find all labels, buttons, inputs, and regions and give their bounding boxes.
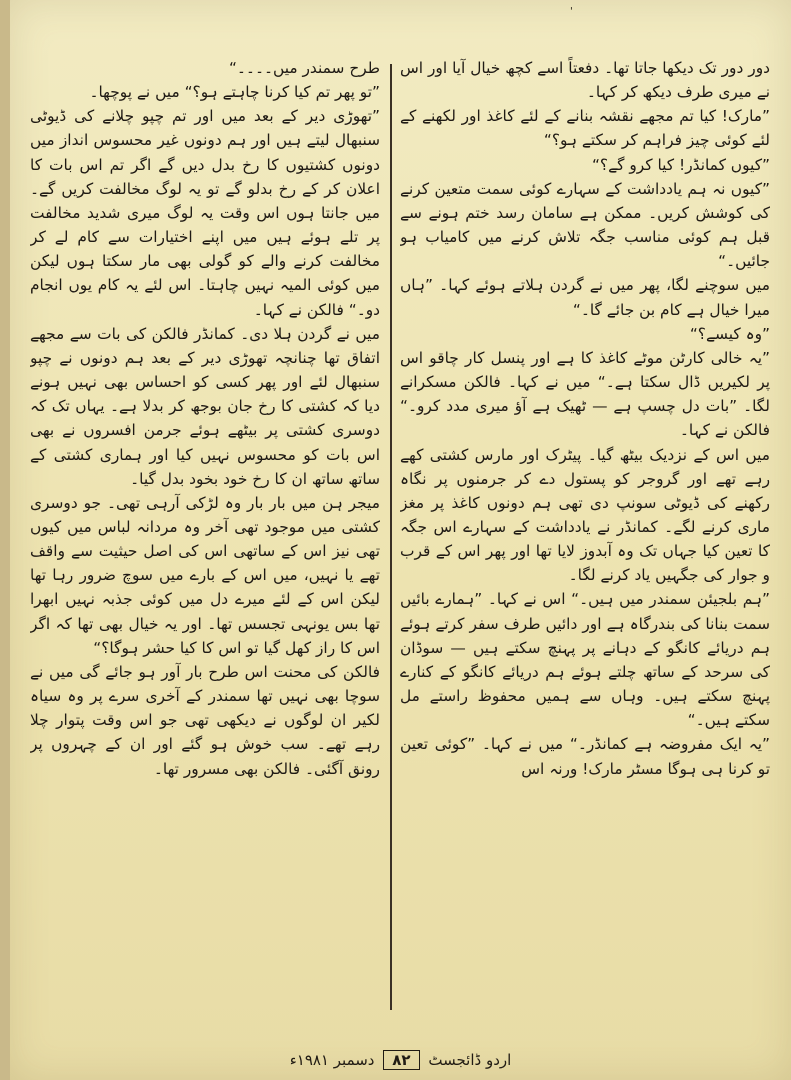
- paragraph: فالکن کی محنت اس طرح بار آور ہو جائے گی میں نے سوچا بھی نہیں تھا سمندر کے آخری سرے پر وہ سیاہ لکیر ان لوگوں نے دیکھی تھی جو اس وقت پتوار چلا رہے تھے۔ سب خوش ہو گئے اور ان کے چہروں پر رونق آگئی۔ فالکن بھی مسرور تھا۔: [30, 662, 380, 778]
- paragraph: ”تھوڑی دیر کے بعد میں اور تم چپو چلانے کی ڈیوٹی سنبھال لیتے ہیں اور ہم دونوں غیر محسوس انداز میں دونوں کشتیوں کا رخ بدل دیں گے اگر تم اس بات کا اعلان کر کے رخ بدلو گے تو یہ لوگ مخالفت کریں گے۔ میں جانتا ہوں اس وقت یہ لوگ میری شدید مخالفت پر تلے ہوئے ہیں میں اپنے اختیارات سے کام لے کر مخالفت کرنے والے کو گولی بھی مار سکتا ہوں لیکن میں کوئی المیہ نہیں چاہتا۔ اس لئے یہ کام یوں انجام دو۔“ فالکن نے کہا۔: [30, 107, 380, 319]
- paragraph: ”کیوں کمانڈر! کیا کرو گے؟“: [591, 155, 770, 174]
- paragraph: ”یہ ایک مفروضہ ہے کمانڈر۔“ میں نے کہا۔ ”کوئی تعین تو کرنا ہی ہوگا مسٹر مارک! ورنہ اس: [400, 735, 770, 778]
- page-footer: [10, 1050, 791, 1070]
- issue-date: دسمبر ۱۹۸۱ء: [289, 1051, 375, 1069]
- paragraph: ”وہ کیسے؟“: [689, 324, 770, 343]
- paragraph: میں اس کے نزدیک بیٹھ گیا۔ پیٹرک اور مارس کشتی کھے رہے تھے اور گروجر کو پستول دے کر جرمنوں پر نگاہ رکھنے کی ڈیوٹی سونپ دی تھی ہم دونوں کاغذ پر مغز ماری کرنے لگے۔ کمانڈر نے یادداشت کے سہارے اس جگہ کا تعین کیا جہاں تک وہ آبدوز لایا تھا اور پھر اس کے قرب و جوار کی جگہیں یاد کرنے لگا۔: [400, 445, 770, 585]
- paragraph: ”مارک! کیا تم مجھے نقشہ بنانے کے لئے کاغذ اور لکھنے کے لئے کوئی چیز فراہم کر سکتے ہو؟“: [400, 107, 770, 150]
- paragraph: ”ہم بلجیئن سمندر میں ہیں۔“ اس نے کہا۔ ”ہمارے بائیں سمت بنانا کی بندرگاہ ہے اور دائیں طرف سفر کرتے ہوئے ہم دریائے کانگو کے دہانے پر پہنچ سکتے ہیں — سوڈان کی سرحد کے ساتھ چلتے ہوئے ہم دریائے کانگو کے کنارے پہنچ سکتے ہیں۔ وہاں سے ہمیں محفوظ راستے مل سکتے ہیں۔“: [400, 590, 770, 730]
- paragraph: میجر ہن میں بار بار وہ لڑکی آرہی تھی۔ جو دوسری کشتی میں موجود تھی آخر وہ مردانہ لباس میں کیوں تھی نیز اس کے ساتھی اس کی اصل حیثیت سے واقف تھے یا نہیں، میں اس کے بارے میں سوچ ضرور رہا تھا لیکن اس کے لئے میرے دل میں کوئی جذبہ نہیں ابھرا تھا بس یونہی تجسس تھا۔ اور یہ خیال بھی تھا کہ اگر اس کا راز کھل گیا تو اس کا کیا حشر ہوگا؟“: [30, 493, 380, 657]
- left-text-column: [30, 56, 380, 1034]
- magazine-name: اردو ڈائجسٹ: [428, 1051, 512, 1069]
- paragraph: ”کیوں نہ ہم یادداشت کے سہارے کوئی سمت متعین کرنے کی کوشش کریں۔ ممکن ہے سامان رسد ختم ہونے سے قبل ہم کوئی مناسب جگہ تلاش کرنے میں کامیاب ہو جائیں۔“: [400, 179, 770, 271]
- paragraph: میں نے گردن ہلا دی۔ کمانڈر فالکن کی بات سے مجھے اتفاق تھا چنانچہ تھوڑی دیر کے بعد ہم دونوں نے چپو سنبھال لئے اور پھر کسی کو احساس بھی نہیں ہونے دیا کہ کشتی کا رخ جان بوجھ کر بدلا ہے۔ یہاں تک کہ دوسری کشتی پر بیٹھے ہوئے جرمن افسروں نے بھی اس بات کو محسوس نہیں کیا اور ہماری کشتی کے ساتھ ساتھ ان کا رخ خود بخود بدل گیا۔: [30, 324, 380, 488]
- paragraph: ”تو پھر تم کیا کرنا چاہتے ہو؟“ میں نے پوچھا۔: [89, 83, 380, 102]
- paragraph: ”یہ خالی کارٹن موٹے کاغذ کا ہے اور پنسل کار چاقو اس پر لکیریں ڈال سکتا ہے۔“ میں نے کہا۔ فالکن مسکرانے لگا۔ ”بات دل چسپ ہے — ٹھیک ہے آؤ میری مدد کرو۔“ فالکن نے کہا۔: [400, 348, 770, 440]
- column-divider: [390, 64, 392, 1010]
- paragraph: دور دور تک دیکھا جاتا تھا۔ دفعتاً اسے کچھ خیال آیا اور اس نے میری طرف دیکھ کر کہا۔: [400, 59, 770, 102]
- page-corner-mark: ': [570, 6, 573, 17]
- paragraph: طرح سمندر میں۔۔۔۔“: [228, 59, 380, 77]
- paragraph: میں سوچنے لگا، پھر میں نے گردن ہلاتے ہوئے کہا۔ ”ہاں میرا خیال ہے کام بن جائے گا۔“: [400, 276, 770, 319]
- right-text-column: [400, 56, 770, 1034]
- page-number: ۸۲: [383, 1050, 419, 1070]
